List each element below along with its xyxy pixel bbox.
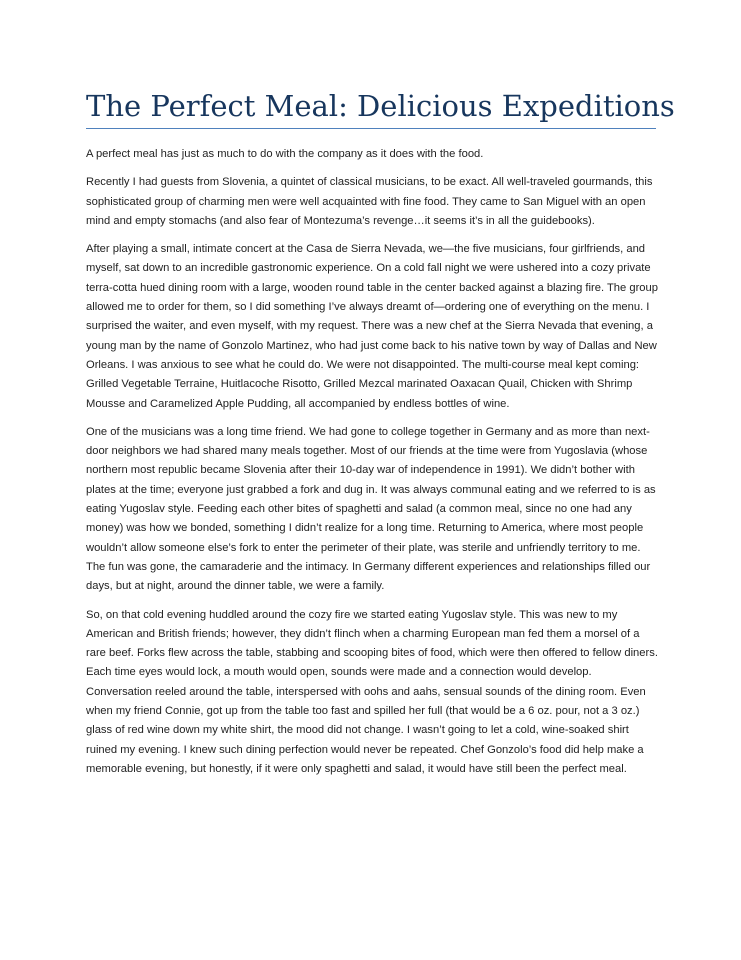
paragraph-guests: Recently I had guests from Slovenia, a quintet of classical musicians, to be exact. All well-traveled gourmands, this sophisticated group of charming men were well acquainted with fine food. They came to San Miguel with an open mind and empty stomachs (and also fear of Montezuma’s revenge…it seems it’s in all the guidebooks). [86,176,653,227]
paragraph-evening: So, on that cold evening huddled around the cozy fire we started eating Yugoslav style. This was new to my American and British friends; however, they didn’t flinch when a charming European man fed them a morsel of a rare beef. Forks flew across the table, stabbing and scooping bites of food, which were then offered to fellow diners. Each time eyes would lock, a mouth would open, sounds were made and a connection would develop. Conversation reeled around the table, interspersed with oohs and aahs, sensual sounds of the dining room. Even when my friend Connie, got up from the table too fast and spilled her full (that would be a 6 oz. pour, not a 3 oz.) glass of red wine down my white shirt, the mood did not change. I wasn’t going to let a cold, wine-soaked shirt ruined my evening. I knew such dining perfection would never be repeated. Chef Gonzolo’s food did help make a memorable evening, but honestly, if it were only spaghetti and salad, it would have still been the perfect meal. [86,608,658,775]
document-body [86,145,659,788]
paragraph-dinner: After playing a small, intimate concert at the Casa de Sierra Nevada, we—the five musicians, four girlfriends, and myself, sat down to an incredible gastronomic experience. On a cold fall night we were ushered into a cozy private terra-cotta hued dining room with a large, wooden round table in the center backed against a blazing fire. The group allowed me to order for them, so I did something I’ve always dreamt of—ordering one of everything on the menu. I surprised the waiter, and even myself, with my request. There was a new chef at the Sierra Nevada that evening, a young man by the name of Gonzolo Martinez, who had just come back to his native town by way of Dallas and New Orleans. I was anxious to see what he could do. We were not disappointed. The multi-course meal kept coming: Grilled Vegetable Terraine, Huitlacoche Risotto, Grilled Mezcal marinated Oaxacan Quail, Chicken with Shrimp Mousse and Caramelized Apple Pudding, all accompanied by endless bottles of wine. [86,243,658,410]
title-underline-rule [86,128,656,129]
paragraph-yugoslav: One of the musicians was a long time friend. We had gone to college together in Germany and as more than next-door neighbors we had shared many meals together. Most of our friends at the time were from Yugoslavia (whose northern most republic became Slovenia after their 10-day war of independence in 1991). We didn’t bother with plates at the time; everyone just grabbed a fork and dug in. It was always communal eating and we referred to is as eating Yugoslav style. Feeding each other bites of spaghetti and salad (a common meal, since no one had any money) was how we bonded, something I didn’t realize for a long time. Returning to America, where most people wouldn’t allow someone else’s fork to enter the perimeter of their plate, was sterile and unfriendly territory to me. The fun was gone, the camaraderie and the intimacy. In Germany different experiences and relationships filled our days, but at night, around the dinner table, we were a family. [86,425,656,593]
document-title: The Perfect Meal: Delicious Expeditions [86,89,675,123]
paragraph-intro: A perfect meal has just as much to do with the company as it does with the food. [86,148,484,160]
